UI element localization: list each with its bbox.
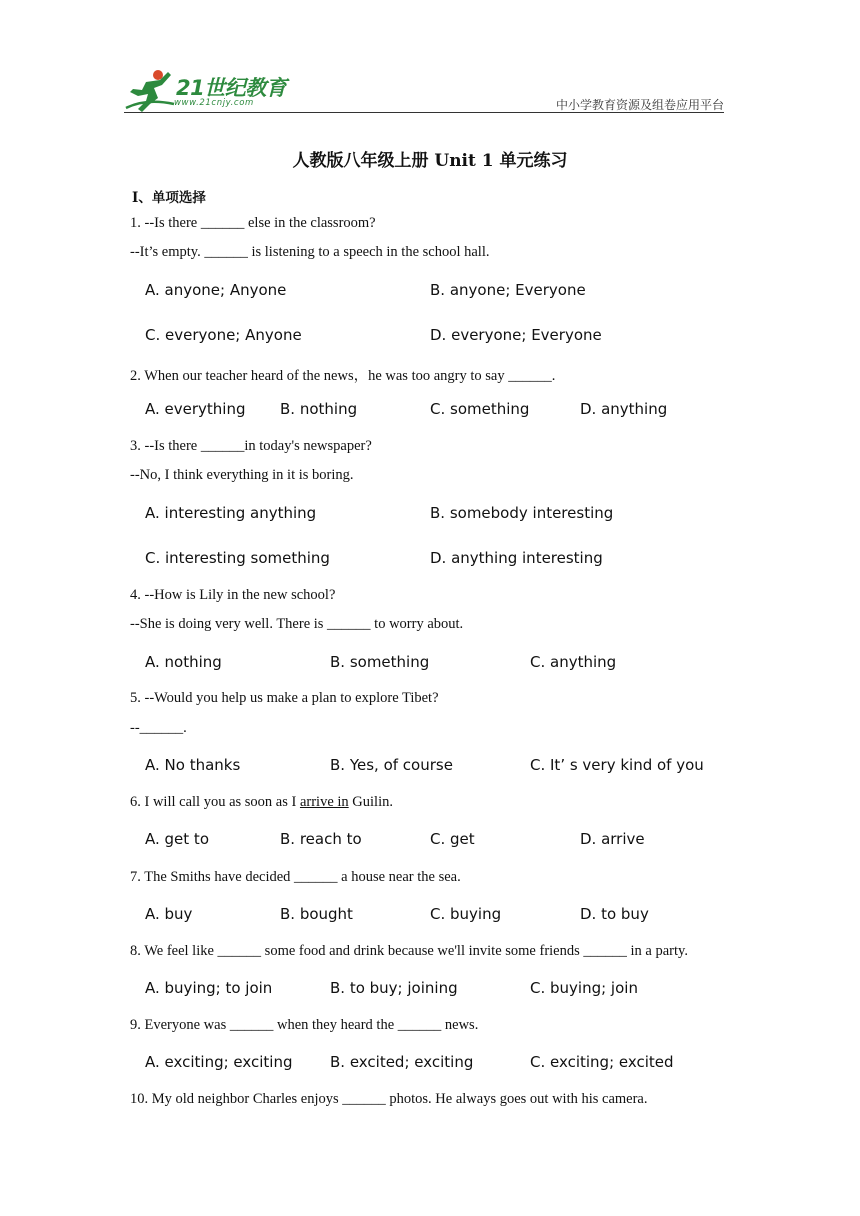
q9-option-b: B. excited; exciting [330, 1053, 474, 1071]
q2-option-a: A. everything [145, 400, 246, 418]
logo [124, 68, 294, 114]
q9-option-a: A. exciting; exciting [145, 1053, 293, 1071]
section-heading: Ⅰ、单项选择 [132, 190, 206, 206]
question-4-line-2: --She is doing very well. There is ______ to worry about. [130, 616, 464, 632]
question-3-line-2: --No, I think everything in it is boring. [130, 467, 354, 483]
logo-url: www.21cnjy.com [174, 98, 254, 108]
question-10-line-1: 10. My old neighbor Charles enjoys ______ photos. He always goes out with his camera. [130, 1091, 648, 1107]
q1-option-a: A. anyone; Anyone [145, 281, 287, 299]
q6-option-a: A. get to [145, 830, 209, 848]
question-7-line-1: 7. The Smiths have decided ______ a house near the sea. [130, 869, 461, 885]
q8-option-b: B. to buy; joining [330, 979, 458, 997]
q2-option-b: B. nothing [280, 400, 358, 418]
q7-option-c: C. buying [430, 905, 502, 923]
document-title: 人教版八年级上册 Unit 1 单元练习 [292, 151, 568, 171]
q3-option-c: C. interesting something [145, 549, 330, 567]
platform-name: 中小学教育资源及组卷应用平台 [555, 98, 724, 112]
question-4-line-1: 4. --How is Lily in the new school? [130, 587, 336, 603]
question-6-line-1 [130, 794, 393, 811]
question-6-underlined-phrase: arrive in [299, 794, 349, 810]
q2-option-c: C. something [430, 400, 530, 418]
q9-option-c: C. exciting; excited [530, 1053, 674, 1071]
question-6-text-post: Guilin. [348, 794, 393, 810]
q4-option-a: A. nothing [145, 653, 222, 671]
q4-option-b: B. something [330, 653, 430, 671]
q7-option-a: A. buy [145, 905, 193, 923]
header-divider [124, 112, 724, 113]
q2-option-d: D. anything [580, 400, 668, 418]
question-1-line-2: --It’s empty. ______ is listening to a speech in the school hall. [130, 244, 490, 260]
q3-option-b: B. somebody interesting [430, 504, 614, 522]
q8-option-a: A. buying; to join [145, 979, 273, 997]
logo-text: 21世纪教育 [176, 76, 287, 100]
question-5-line-2: --______. [130, 720, 187, 736]
q3-option-a: A. interesting anything [145, 504, 317, 522]
q1-option-b: B. anyone; Everyone [430, 281, 586, 299]
q6-option-d: D. arrive [580, 830, 645, 848]
q1-option-c: C. everyone; Anyone [145, 326, 302, 344]
question-2-line-1: 2. When our teacher heard of the news，he was too angry to say ______. [130, 368, 556, 384]
q3-option-d: D. anything interesting [430, 549, 603, 567]
question-5-line-1: 5. --Would you help us make a plan to explore Tibet? [130, 690, 439, 706]
q6-option-b: B. reach to [280, 830, 362, 848]
q5-option-c: C. It’ s very kind of you [530, 756, 704, 774]
question-6-text-pre: 6. I will call you as soon as I [130, 794, 300, 810]
q6-option-c: C. get [430, 830, 475, 848]
q1-option-d: D. everyone; Everyone [430, 326, 602, 344]
q4-option-c: C. anything [530, 653, 617, 671]
question-3-line-1: 3. --Is there ______in today's newspaper? [130, 438, 372, 454]
q7-option-b: B. bought [280, 905, 353, 923]
question-1-line-1: 1. --Is there ______ else in the classroom? [130, 215, 376, 231]
runner-logo-icon [124, 68, 176, 114]
page-header [124, 64, 724, 116]
q7-option-d: D. to buy [580, 905, 649, 923]
q5-option-a: A. No thanks [145, 756, 241, 774]
question-8-line-1: 8. We feel like ______ some food and drink because we'll invite some friends ______ in a party. [130, 943, 688, 959]
question-9-line-1: 9. Everyone was ______ when they heard the ______ news. [130, 1017, 479, 1033]
q5-option-b: B. Yes, of course [330, 756, 453, 774]
q8-option-c: C. buying; join [530, 979, 638, 997]
